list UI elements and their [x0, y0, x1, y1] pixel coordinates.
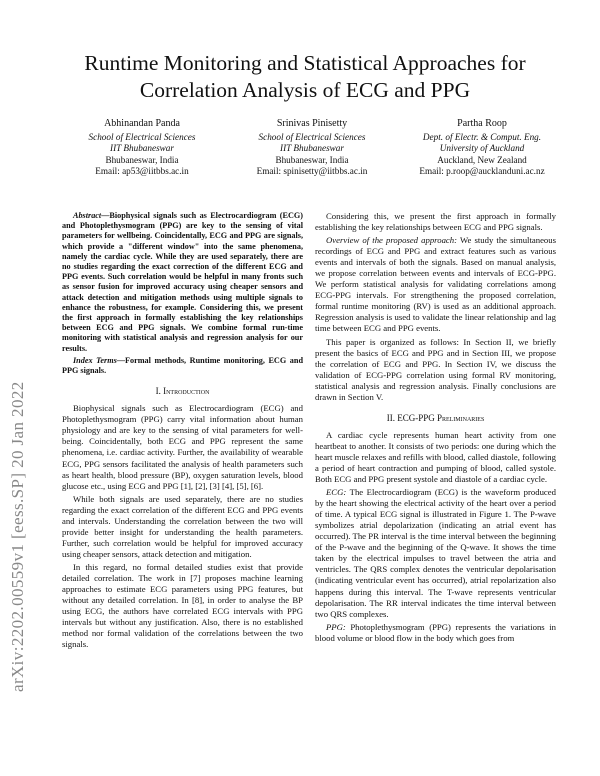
author-location: Auckland, New Zealand: [437, 154, 527, 165]
abstract: [62, 211, 303, 354]
index-terms: [62, 356, 303, 376]
author-location: Bhubaneswar, India: [275, 154, 349, 165]
author-email: Email: p.roop@aucklanduni.ac.nz: [419, 166, 545, 177]
index-terms-text: —Formal methods, Runtime monitoring, ECG and PPG signals.: [62, 355, 304, 376]
overview-label: Overview of the proposed approach:: [326, 235, 458, 246]
paper-title: Runtime Monitoring and Statistical Approaches for Correlation Analysis of ECG and PPG: [84, 51, 526, 102]
ecg-label: ECG:: [326, 487, 347, 498]
section-heading-introduction: I. Introduction: [155, 386, 210, 397]
author-school: School of Electrical Sciences: [258, 131, 366, 142]
author-email: Email: spinisetty@iitbbs.ac.in: [256, 166, 368, 177]
overview-text: We study the simultaneous recordings of ECG and PPG and extract features such as various events and intervals of both the signals. Based on manual analysis, we propose correlation between events and intervals of ECG-PPG. We perform statistical analysis for validating correlations among ECG-PPG intervals. For strengthening the proposed correlation, formal runtime monitoring (RV) is used as an additional approach. Regression analysis is used to validate the linear relationship and lag time between ECG and PPG events.: [315, 235, 556, 334]
author-school: School of Electrical Sciences: [88, 131, 196, 142]
overview-paragraph: [315, 235, 556, 334]
author-email: Email: ap53@iitbbs.ac.in: [95, 166, 189, 177]
author-3: [402, 118, 562, 178]
author-name: Abhinandan Panda: [104, 118, 180, 129]
paragraph: A cardiac cycle represents human heart activity from one heartbeat to another. It consists of two periods: one during which the heart muscle relaxes and refills with blood, called diastole, following a period of heart contraction and pumping of blood, called systole. Both ECG and PPG present systole and diastole of a cardiac cycle.: [315, 429, 556, 485]
ecg-text: The Electrocardiogram (ECG) is the waveform produced by the heart showing the electrical activity of the heart over a period of time. A typical ECG signal is illustrated in Figure 1. The P-wave symbolizes atrial depolarization (indicating an atrial event has occurred). The PR interval is the time interval between the beginning of the P-wave and the beginning of the Q-wave. It shows the time taken by the electrical impulses to travel between the atria and ventricles. The QRS complex denotes the ventricular depolarisation (indicating ventricular event has occurred), atrial repolarization also happens during this interval. The T-wave represents ventricular depolarisation. The RR interval indicates the time interval between two QRS complexes.: [315, 487, 556, 619]
ppg-text: Photoplethysmogram (PPG) represents the variations in blood volume or blood flow in the body which goes from: [315, 621, 556, 643]
paragraph: In this regard, no formal detailed studies exist that provide detailed correlation. The work in [7] proposes machine learning approaches to estimate ECG parameters using PPG features, but without any detailed correlation. In [8], in order to analyse the BP using ECG, the authors have correlated ECG intervals with PPG intervals but without any justification. Also, there is no established method nor formal validation of the correlations between the two signals.: [62, 561, 303, 650]
author-institution: IIT Bhubaneswar: [280, 143, 344, 154]
author-location: Bhubaneswar, India: [105, 154, 179, 165]
ppg-paragraph: [315, 622, 556, 644]
paragraph: Biophysical signals such as Electrocardiogram (ECG) and Photoplethysmogram (PPG) carry vital information about human physiology and are key to the sensing of vital parameters for well-being. Coincidentally, both ECG and PPG represent the same phenomena, i.e. cardiac activity. Further, the availability of wearable ECG, PPG sensors facilitated the analysis of health parameters such as heart health, blood pressure (BP), oxygen saturation levels, blood glucose etc., using ECG and PPG [1], [2], [3] [4], [5], [6].: [62, 403, 303, 491]
abstract-label: Abstract: [73, 211, 102, 220]
paragraph: This paper is organized as follows: In Section II, we briefly present the basics of ECG and PPG and in Section III, we propose the correlation of ECG and PPG. In Section IV, we discuss the validation of ECG-PPG correlation using formal RV monitoring, statistical analysis and regression analysis. Finally conclusions are drawn in Section V.: [315, 336, 556, 402]
ecg-paragraph: [315, 487, 556, 620]
author-block: [62, 118, 562, 178]
author-institution: IIT Bhubaneswar: [110, 143, 174, 154]
left-column: [62, 211, 303, 652]
ppg-label: PPG:: [326, 621, 346, 632]
author-institution: University of Auckland: [439, 143, 525, 154]
arxiv-watermark: arXiv:2202.00559v1 [eess.SP] 20 Jan 2022: [8, 381, 27, 692]
author-2: [232, 118, 392, 178]
paragraph: While both signals are used separately, there are no studies regarding the exact correlation of the different ECG and PPG events and intervals. Understanding the correlation between the two will provide better insight for understanding the health parameters. Further, such correlation would be helpful for improved accuracy using cheaper sensors, attack detection and mitigation.: [62, 493, 303, 559]
paragraph: Considering this, we present the first approach in formally establishing the key relationships between ECG and PPG signals.: [315, 211, 556, 233]
author-name: Srinivas Pinisetty: [276, 118, 348, 129]
abstract-text: —Biophysical signals such as Electrocardiogram (ECG) and Photoplethysmogram (PPG) are key to the sensing of vital parameters for wellbeing. Coincidentally, ECG and PPG are signals, which provide a "different window" into the same phenomena, namely the cardiac cycle. While they are used separately, there are no studies regarding the exact correction of the different ECG and PPG events. Such correlation would be helpful in many fronts such as sensor fusion for improved accuracy using cheaper sensors and attack detection and mitigation methods using multiple signals to enhance the robustness, for example. Considering this, we present the first approach in formally establishing the key relationships between ECG and PPG signals. We combine formal run-time monitoring with statistical analysis and regression analysis for our results.: [62, 211, 303, 353]
right-column: [315, 211, 556, 646]
index-terms-label: Index Terms: [73, 355, 117, 365]
section-heading-preliminaries: II. ECG-PPG Preliminaries: [386, 412, 485, 423]
author-name: Partha Roop: [457, 118, 507, 129]
author-1: [62, 118, 222, 178]
author-school: Dept. of Electr. & Comput. Eng.: [422, 131, 542, 142]
